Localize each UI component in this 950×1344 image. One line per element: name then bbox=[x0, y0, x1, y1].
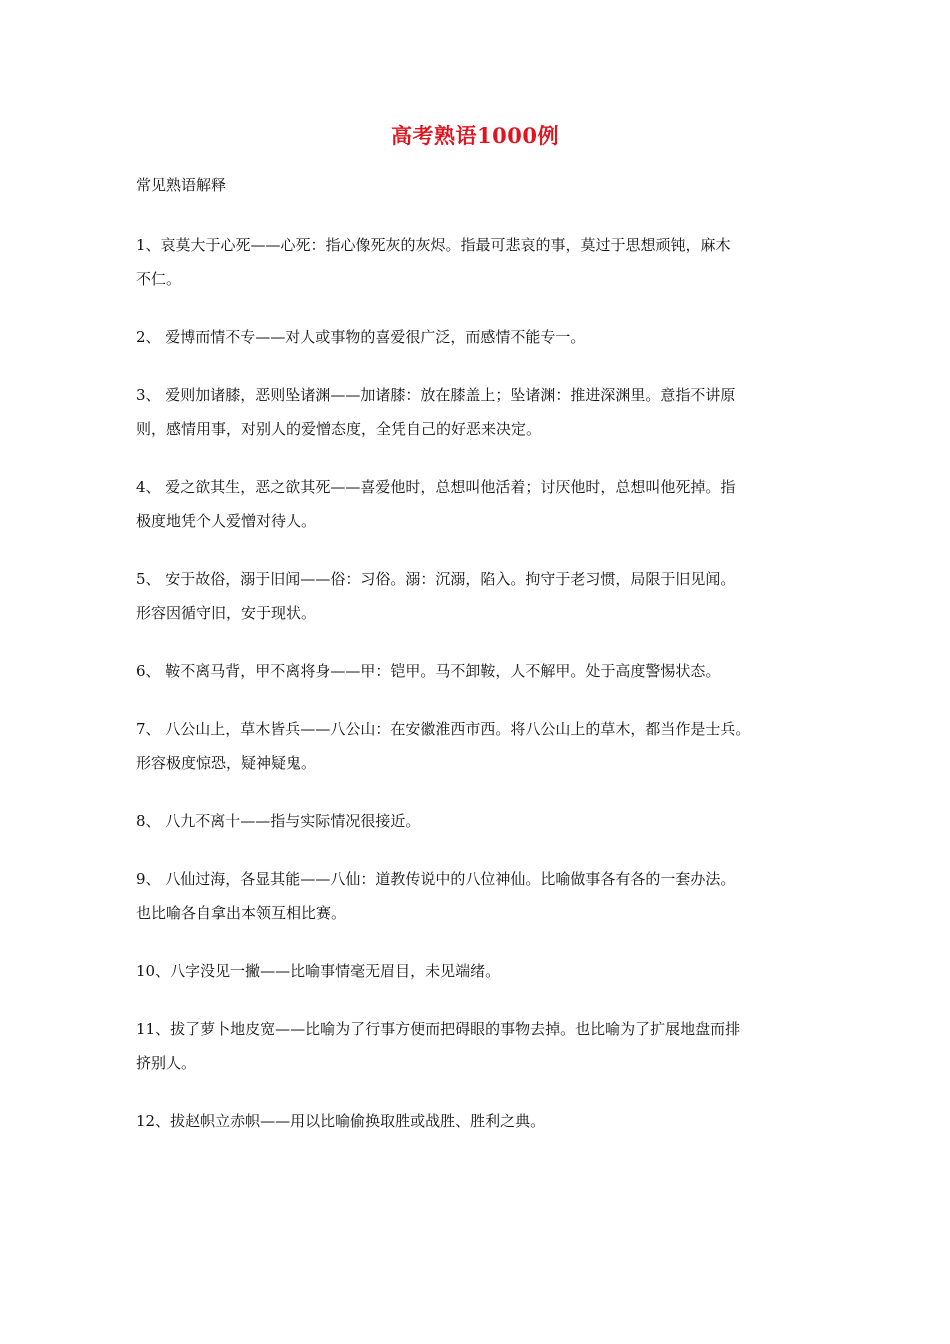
idiom-entry-line: 形容极度惊恐，疑神疑鬼。 bbox=[136, 754, 317, 772]
idiom-entry-line: 则，感情用事，对别人的爱憎态度，全凭自己的好恶来决定。 bbox=[136, 420, 542, 438]
idiom-entry-line: 挤别人。 bbox=[136, 1054, 197, 1072]
idiom-entry-line: 不仁。 bbox=[136, 270, 182, 288]
idiom-entry-line: 10、八字没见一撇——比喻事情毫无眉目，未见端绪。 bbox=[136, 962, 501, 980]
idiom-entry-line: 极度地凭个人爱憎对待人。 bbox=[136, 512, 317, 530]
idiom-entry bbox=[136, 562, 826, 630]
idiom-list bbox=[136, 228, 826, 1162]
idiom-entry bbox=[136, 862, 826, 930]
idiom-entry-line: 6、 鞍不离马背，甲不离将身——甲：铠甲。马不卸鞍，人不解甲。处于高度警惕状态。 bbox=[136, 662, 721, 680]
idiom-entry bbox=[136, 378, 826, 446]
idiom-entry-line: 7、 八公山上，草木皆兵——八公山：在安徽淮西市西。将八公山上的草木，都当作是士兵。 bbox=[136, 720, 751, 738]
idiom-entry bbox=[136, 712, 826, 780]
idiom-entry-line: 3、 爱则加诸膝，恶则坠诸渊——加诸膝：放在膝盖上；坠诸渊：推进深渊里。意指不讲原 bbox=[136, 386, 736, 404]
idiom-entry bbox=[136, 1012, 826, 1080]
idiom-entry-line: 9、 八仙过海，各显其能——八仙：道教传说中的八位神仙。比喻做事各有各的一套办法。 bbox=[136, 870, 736, 888]
page-title: 高考熟语1000例 bbox=[391, 123, 559, 148]
idiom-entry bbox=[136, 228, 826, 296]
idiom-entry-line: 2、 爱博而情不专——对人或事物的喜爱很广泛，而感情不能专一。 bbox=[136, 328, 586, 346]
idiom-entry-line: 也比喻各自拿出本领互相比赛。 bbox=[136, 904, 347, 922]
idiom-entry-line: 形容因循守旧，安于现状。 bbox=[136, 604, 317, 622]
idiom-entry bbox=[136, 654, 826, 688]
idiom-entry bbox=[136, 804, 826, 838]
idiom-entry bbox=[136, 470, 826, 538]
idiom-entry-line: 12、拔赵帜立赤帜——用以比喻偷换取胜或战胜、胜利之典。 bbox=[136, 1112, 546, 1130]
idiom-entry-line: 5、 安于故俗，溺于旧闻——俗：习俗。溺：沉溺，陷入。拘守于老习惯，局限于旧见闻。 bbox=[136, 570, 736, 588]
idiom-entry bbox=[136, 320, 826, 354]
idiom-entry-line: 8、 八九不离十——指与实际情况很接近。 bbox=[136, 812, 421, 830]
idiom-entry-line: 11、拔了萝卜地皮宽——比喻为了行事方便而把碍眼的事物去掉。也比喻为了扩展地盘而排 bbox=[136, 1020, 741, 1038]
section-subtitle: 常见熟语解释 bbox=[136, 176, 227, 194]
idiom-entry bbox=[136, 954, 826, 988]
idiom-entry-line: 4、 爱之欲其生，恶之欲其死——喜爱他时，总想叫他活着；讨厌他时，总想叫他死掉。指 bbox=[136, 478, 736, 496]
idiom-entry bbox=[136, 1104, 826, 1138]
idiom-entry-line: 1、哀莫大于心死——心死：指心像死灰的灰烬。指最可悲哀的事，莫过于思想顽钝，麻木 bbox=[136, 236, 731, 254]
